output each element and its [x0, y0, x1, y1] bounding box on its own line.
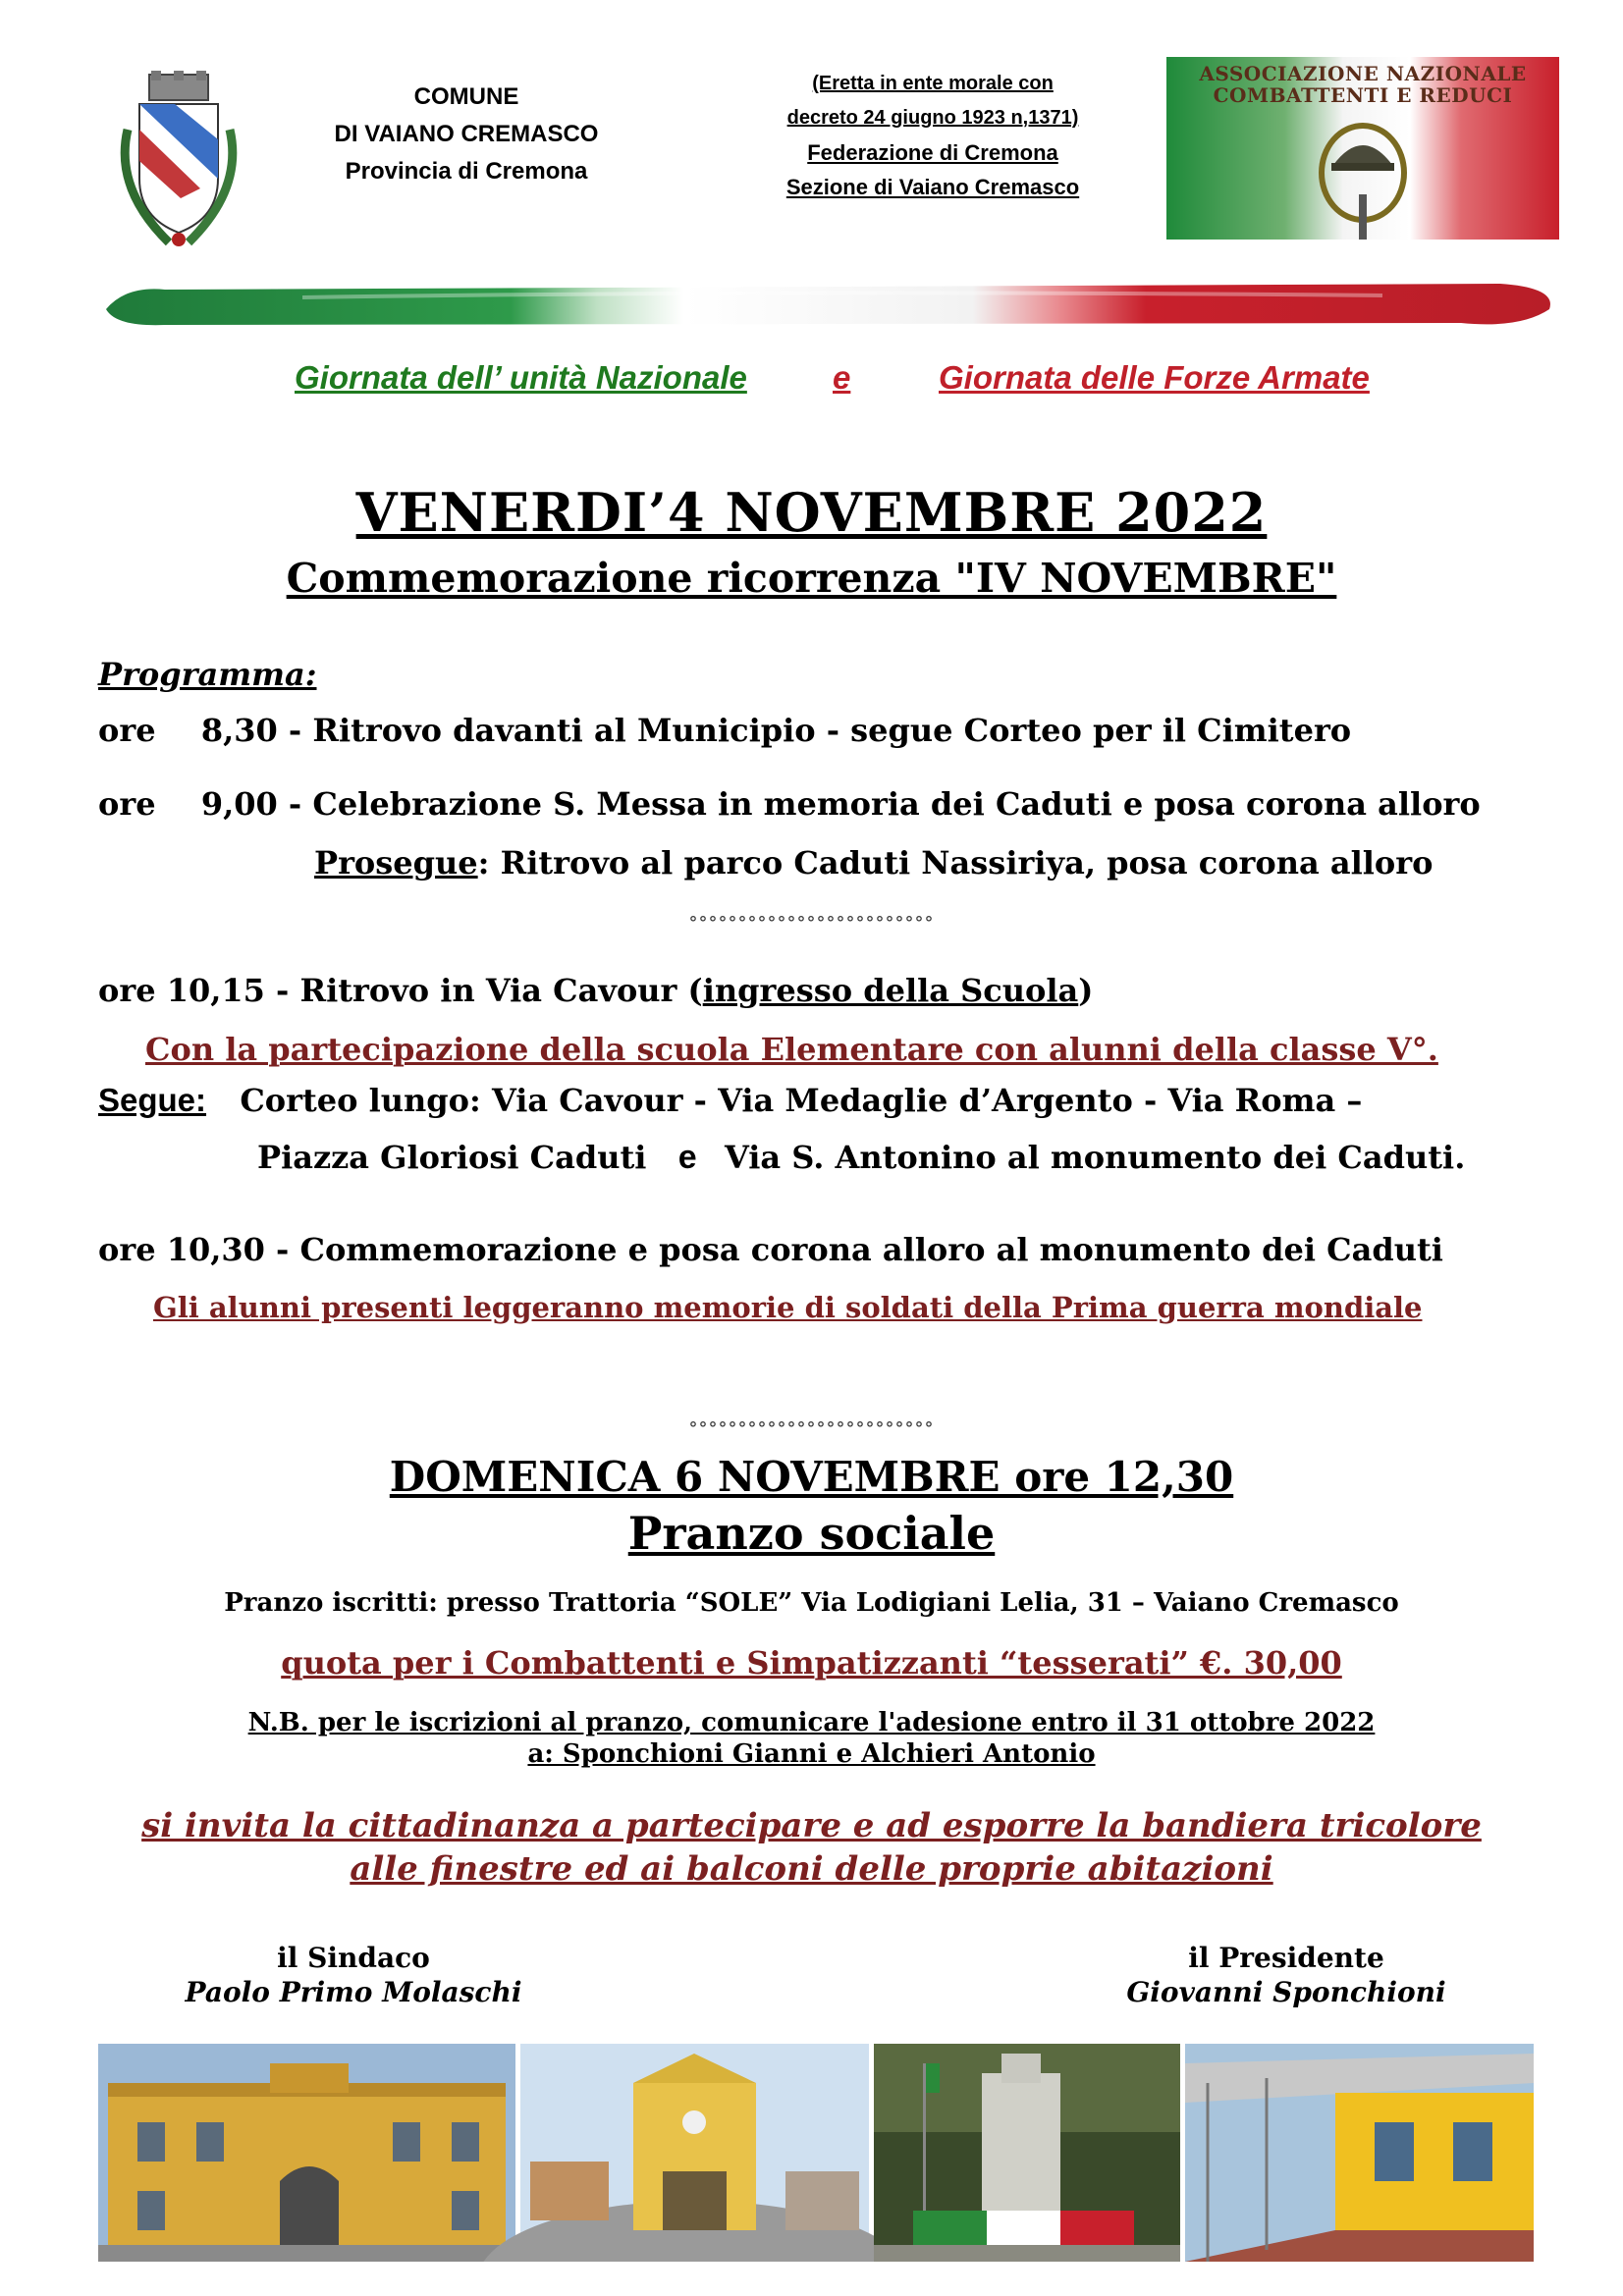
comune-line: COMUNE: [413, 83, 519, 110]
program-text: - Celebrazione S. Messa in memoria dei Caduti e posa corona alloro: [288, 785, 1481, 823]
tricolore-band: [106, 280, 1557, 329]
ore-label: ore: [98, 785, 156, 823]
pranzo-title: Pranzo sociale: [627, 1507, 996, 1560]
segue-text: Piazza Gloriosi Caduti: [257, 1139, 647, 1176]
logo-text-line: COMBATTENTI E REDUCI: [1213, 83, 1513, 107]
pranzo-contacts: a: Sponchioni Gianni e Alchieri Antonio: [527, 1739, 1096, 1769]
scuola-ingresso: ingresso della Scuola: [702, 972, 1079, 1009]
prosegue-text: : Ritrovo al parco Caduti Nassiriya, posa corona alloro: [477, 844, 1434, 881]
sindaco-name: Paolo Primo Molaschi: [185, 1976, 522, 2008]
scuola-photo: [1185, 2044, 1534, 2262]
program-item-4: ore 10,30 - Commemorazione e posa corona alloro al monumento dei Caduti: [98, 1231, 1443, 1268]
partecipazione-line: Con la partecipazione della scuola Elementare con alunni della classe V°.: [145, 1031, 1438, 1068]
program-item-2: [98, 785, 1481, 823]
invito-block: [0, 1804, 1623, 1891]
program-text: ): [1078, 972, 1094, 1009]
monumento-photo: [874, 2044, 1180, 2262]
program-item-3: [98, 972, 1093, 1009]
ore-label: ore: [98, 712, 156, 749]
pranzo-nb: N.B. per le iscrizioni al pranzo, comunicare l'adesione entro il 31 ottobre 2022: [247, 1708, 1376, 1737]
giornata-unita: Giornata dell’ unità Nazionale: [295, 359, 747, 396]
segue-text: Corteo lungo: Via Cavour - Via Medaglie d’Argento - Via Roma –: [240, 1082, 1363, 1119]
association-line: Federazione di Cremona: [807, 140, 1058, 165]
segue-line-1: [98, 1082, 1362, 1119]
pranzo-date: DOMENICA 6 NOVEMBRE ore 12,30: [389, 1453, 1234, 1501]
pranzo-quota: quota per i Combattenti e Simpatizzanti “tesserati” €. 30,00: [281, 1644, 1342, 1682]
dots-separator: °°°°°°°°°°°°°°°°°°°°°°°°°: [688, 913, 935, 934]
event-subtitle: Commemorazione ricorrenza "IV NOVEMBRE": [286, 555, 1337, 602]
invito-line: si invita la cittadinanza a partecipare e ad esporre la bandiera tricolore: [141, 1806, 1482, 1845]
comune-block: [285, 79, 648, 190]
segue-label: Segue:: [98, 1082, 207, 1118]
prosegue-label: Prosegue: [314, 844, 478, 881]
alunni-line: Gli alunni presenti leggeranno memorie di soldati della Prima guerra mondiale: [153, 1291, 1423, 1324]
programma-heading: Programma:: [98, 656, 317, 693]
giornata-conj: e: [833, 359, 851, 396]
prosegue-line: [314, 844, 1433, 881]
segue-line-2: [257, 1139, 1465, 1177]
presidente-name: Giovanni Sponchioni: [1126, 1976, 1446, 2008]
pranzo-location: Pranzo iscritti: presso Trattoria “SOLE” Via Lodigiani Lelia, 31 – Vaiano Cremasco: [224, 1588, 1399, 1618]
sindaco-role: il Sindaco: [277, 1942, 430, 1974]
giornata-forze-armate: Giornata delle Forze Armate: [939, 359, 1370, 396]
event-title: VENERDI’4 NOVEMBRE 2022: [355, 481, 1268, 544]
segue-text: Via S. Antonino al monumento dei Caduti.: [724, 1139, 1466, 1176]
segue-e: e: [677, 1139, 697, 1176]
comune-line: DI VAIANO CREMASCO: [334, 121, 599, 147]
comune-line: Provincia di Cremona: [345, 158, 588, 185]
program-text: ore 10,15 - Ritrovo in Via Cavour (: [98, 972, 703, 1009]
presidente-role: il Presidente: [1188, 1942, 1384, 1974]
time: 8,30: [200, 712, 278, 749]
dots-separator: °°°°°°°°°°°°°°°°°°°°°°°°°: [688, 1418, 935, 1439]
municipio-photo: [98, 2044, 515, 2262]
chiesa-photo: [478, 2044, 910, 2262]
association-logo: [1166, 57, 1559, 240]
association-block: [707, 67, 1159, 204]
invito-line: alle finestre ed ai balconi delle proprie abitazioni: [350, 1849, 1273, 1889]
association-line: Sezione di Vaiano Cremasco: [785, 175, 1080, 199]
logo-text-line: ASSOCIAZIONE NAZIONALE: [1199, 62, 1527, 85]
comune-crest-icon: [110, 71, 247, 253]
program-item-1: [98, 712, 1351, 749]
time: 9,00: [200, 785, 278, 823]
program-text: - Ritrovo davanti al Municipio - segue Corteo per il Cimitero: [288, 712, 1352, 749]
association-line: (Eretta in ente morale con: [812, 73, 1054, 94]
photo-strip: [98, 2044, 1534, 2262]
association-line: decreto 24 giugno 1923 n,1371): [786, 107, 1079, 129]
